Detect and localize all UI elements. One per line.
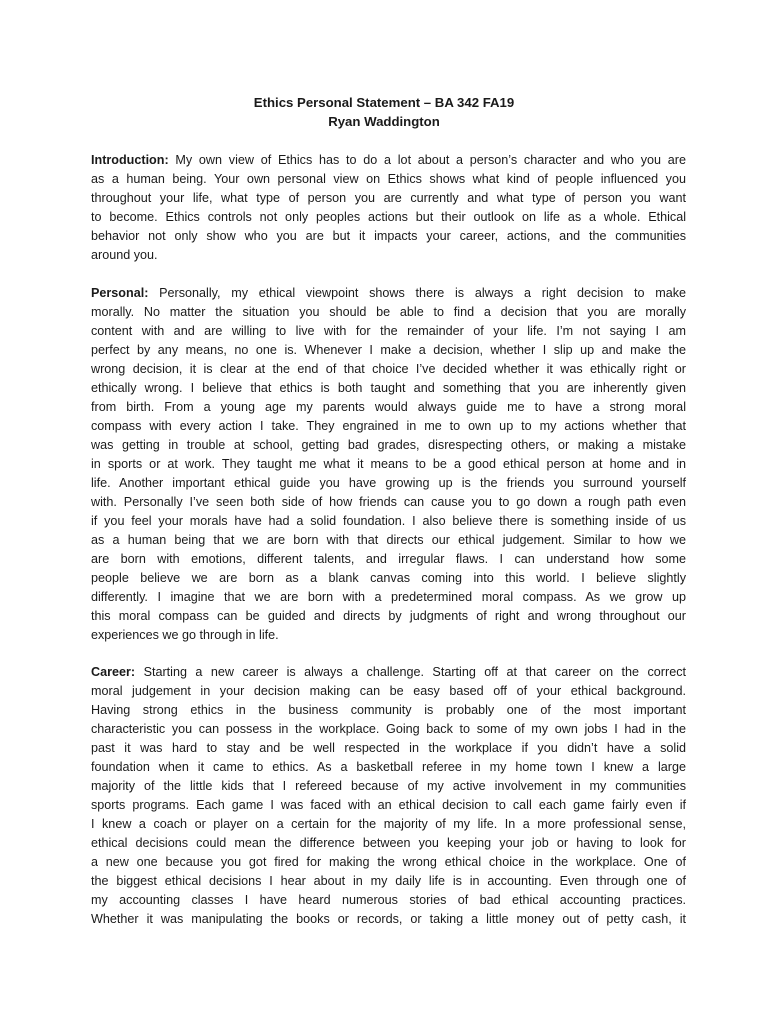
document-title: Ethics Personal Statement – BA 342 FA19 [253,95,515,110]
personal-paragraph [91,284,686,645]
paragraph-line: around you. [91,248,158,262]
career-heading: Career: [91,665,136,679]
paragraph-line: moral judgement in your decision making can be easy based off of your ethical background. [91,684,686,698]
paragraph-line: behavior not only show who you are but it impacts your career, actions, and the communities [91,229,686,243]
line-text: Starting a new career is always a challenge. Starting off at that career on the correct [135,665,686,679]
document-author: Ryan Waddington [328,114,440,129]
paragraph-line: was getting in trouble at school, getting bad grades, disrespecting others, or making a mistake [91,438,686,452]
paragraph-line: compass with every action I take. They engrained in me to own up to my actions whether that [91,419,686,433]
paragraph-line: I knew a coach or player on a certain for the majority of my life. In a more professional sense, [91,817,686,831]
line-text: My own view of Ethics has to do a lot about a person’s character and who you are [168,153,686,167]
paragraph-line: life. Another important ethical guide you have growing up is the friends you surround yourself [91,476,686,490]
paragraph-line: from birth. From a young age my parents would always guide me to have a strong moral [91,400,686,414]
introduction-heading: Introduction: [91,153,169,167]
paragraph-line: ethical decisions could mean the difference between you keeping your job or having to look for [91,836,686,850]
paragraph-line: sports programs. Each game I was faced with an ethical decision to call each game fairly even if [91,798,686,812]
career-paragraph [91,663,686,929]
paragraph-line: a new one because you got fired for making the wrong ethical choice in the workplace. One of [91,855,686,869]
paragraph-line: content with and are willing to live with for the remainder of your life. I’m not saying I am [91,324,686,338]
paragraph-line: are born with emotions, different talents, and irregular flaws. I can understand how some [91,552,686,566]
paragraph-line: to become. Ethics controls not only peoples actions but their outlook on life as a whole. Ethical [91,210,686,224]
personal-heading: Personal: [91,286,149,300]
paragraph-line: throughout your life, what type of person you are currently and what type of person you want [91,191,686,205]
paragraph-line: characteristic you can possess in the workplace. Going back to some of my own jobs I had in the [91,722,686,736]
document-header [0,93,768,131]
paragraph-line: Whether it was manipulating the books or records, or taking a little money out of petty cash, it [91,912,686,926]
paragraph-line: my accounting classes I have heard numerous stories of bad ethical accounting practices. [91,893,686,907]
paragraph-line: experiences we go through in life. [91,628,279,642]
paragraph-line: wrong decision, it is clear at the end of that choice I’ve decided whether it was ethically right or [91,362,686,376]
paragraph-line: people believe we are born as a blank canvas coming into this world. I believe slightly [91,571,686,585]
paragraph-line [91,663,686,682]
paragraph-line: with. Personally I’ve seen both side of how friends can cause you to go down a rough path even [91,495,686,509]
paragraph-line: as a human being that we are born with that directs our ethical judgement. Similar to how we [91,533,686,547]
paragraph-line: as a human being. Your own personal view on Ethics shows what kind of people influenced you [91,172,686,186]
paragraph-line: morally. No matter the situation you should be able to find a decision that you are morally [91,305,686,319]
paragraph-line: Having strong ethics in the business community is probably one of the most important [91,703,686,717]
paragraph-line: ethically wrong. I believe that ethics is both taught and something that you are inherently given [91,381,686,395]
paragraph-line [91,284,686,303]
paragraph-line: majority of the little kids that I refereed because of my active involvement in my communities [91,779,686,793]
paragraph-line: perfect by any means, no one is. Whenever I make a decision, whether I slip up and make the [91,343,686,357]
paragraph-line: the biggest ethical decisions I hear about in my daily life is in accounting. Even through one of [91,874,686,888]
line-text: Personally, my ethical viewpoint shows there is always a right decision to make [148,286,686,300]
paragraph-line: this moral compass can be guided and directs by judgments of right and wrong throughout our [91,609,686,623]
paragraph-line: if you feel your morals have had a solid foundation. I also believe there is something inside of us [91,514,686,528]
paragraph-line: past it was hard to stay and be well respected in the workplace if you didn’t have a solid [91,741,686,755]
paragraph-line: differently. I imagine that we are born with a predetermined moral compass. As we grow up [91,590,686,604]
paragraph-line [91,151,686,170]
paragraph-line: foundation when it came to ethics. As a basketball referee in my home town I knew a large [91,760,686,774]
introduction-paragraph [91,151,686,265]
paragraph-line: in sports or at work. They taught me what it means to be a good ethical person at home and in [91,457,686,471]
